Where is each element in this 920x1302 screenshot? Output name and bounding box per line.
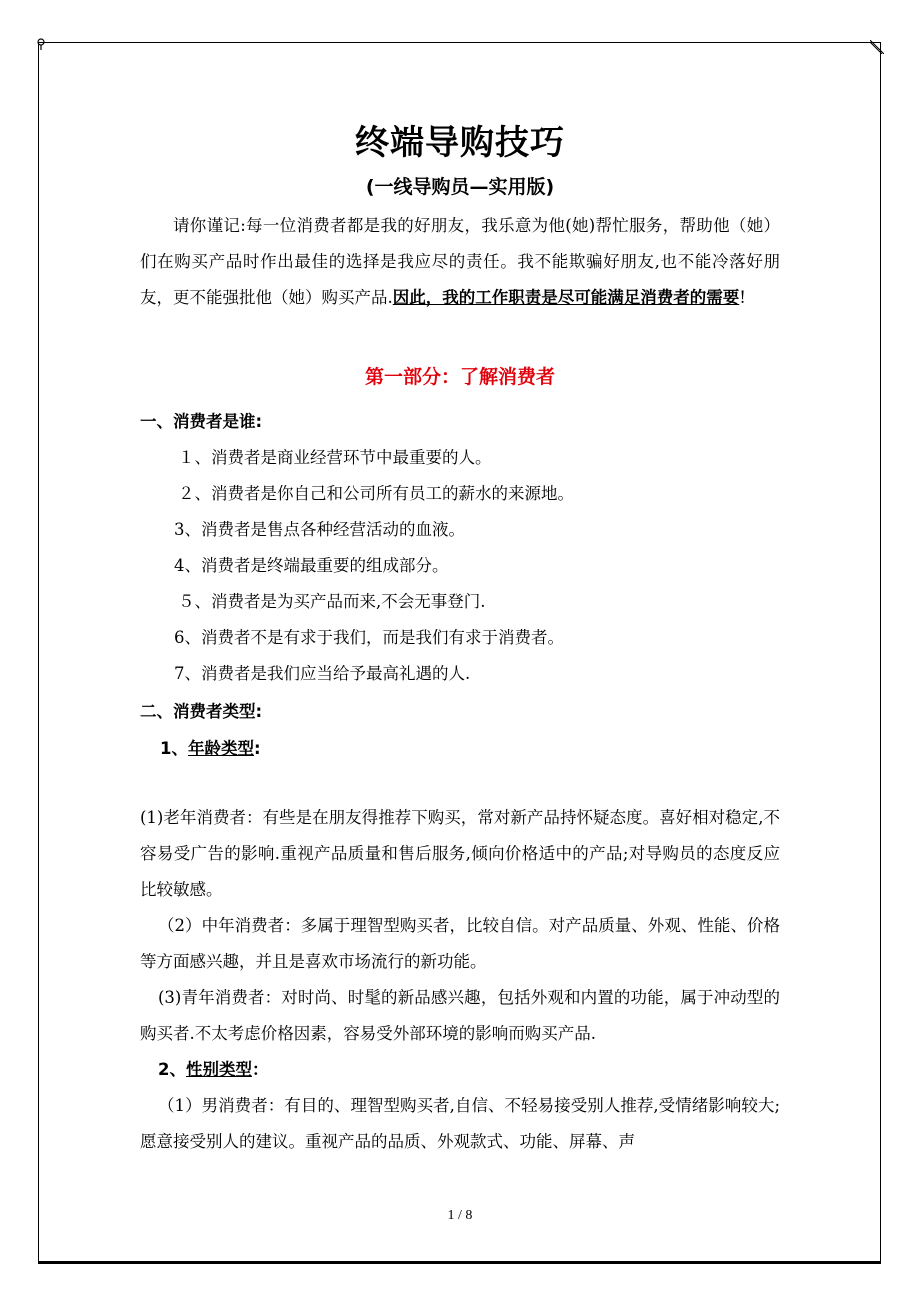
page-number: 1 / 8	[447, 1208, 473, 1223]
who-item: 4、消费者是终端最重要的组成部分。	[174, 556, 449, 575]
heading-types: 二、消费者类型:	[140, 702, 263, 721]
age-young-paragraph: (3)青年消费者：对时尚、时髦的新品感兴趣，包括外观和内置的功能，属于冲动型的购买者.不太考虑价格因素，容易受外部环境的影响而购买产品.	[140, 988, 780, 1043]
who-item: ２、消费者是你自己和公司所有员工的薪水的来源地。	[178, 484, 574, 503]
age-middle-paragraph: （2）中年消费者：多属于理智型购买者，比较自信。对产品质量、外观、性能、价格等方面感兴趣，并且是喜欢市场流行的新功能。	[140, 916, 780, 971]
document-title: 终端导购技巧	[355, 123, 565, 163]
subheading-gender-colon: ：	[251, 1060, 269, 1079]
intro-emphasis: 因此，我的工作职责是尽可能满足消费者的需要	[392, 288, 740, 307]
who-item: 3、消费者是售点各种经营活动的血液。	[174, 520, 465, 539]
who-item: 6、消费者不是有求于我们，而是我们有求于消费者。	[174, 628, 564, 647]
subheading-age-number: 1、	[160, 739, 188, 758]
subheading-age	[160, 735, 261, 759]
subheading-gender	[158, 1056, 268, 1080]
age-old-paragraph: (1)老年消费者：有些是在朋友得推荐下购买，常对新产品持怀疑态度。喜好相对稳定,不容易受广告的影响.重视产品质量和售后服务,倾向价格适中的产品;对导购员的态度反应比较敏感。	[140, 808, 780, 899]
who-item: １、消费者是商业经营环节中最重要的人。	[178, 448, 492, 467]
who-item: 7、消费者是我们应当给予最高礼遇的人.	[174, 664, 471, 683]
heading-who: 一、消费者是谁:	[140, 412, 263, 431]
pin-icon	[36, 38, 46, 50]
page-bottom-rule	[38, 1262, 881, 1264]
intro-end: !	[739, 288, 746, 307]
section-title: 第一部分：了解消费者	[364, 366, 555, 388]
gender-male-paragraph: （1）男消费者：有目的、理智型购买者,自信、不轻易接受别人推荐,受情绪影响较大;愿意接受别人的建议。重视产品的品质、外观款式、功能、屏幕、声	[140, 1096, 780, 1151]
subheading-gender-label: 性别类型	[185, 1060, 252, 1079]
intro-paragraph	[140, 208, 780, 316]
who-item: ５、消费者是为买产品而来,不会无事登门.	[178, 592, 486, 611]
subheading-age-colon: :	[253, 739, 261, 758]
page-fold-icon	[870, 40, 884, 54]
document-subtitle: (一线导购员—实用版)	[365, 176, 555, 198]
subheading-gender-number: 2、	[158, 1060, 186, 1079]
subheading-age-label: 年龄类型	[187, 739, 254, 758]
intro-text: 请你谨记:每一位消费者都是我的好朋友，我乐意为他(她)帮忙服务，帮助他（她）们在购买产品时作出最佳的选择是我应尽的责任。我不能欺骗好朋友,也不能冷落好朋友，更不能强批他（她）购买产品.	[140, 216, 780, 307]
